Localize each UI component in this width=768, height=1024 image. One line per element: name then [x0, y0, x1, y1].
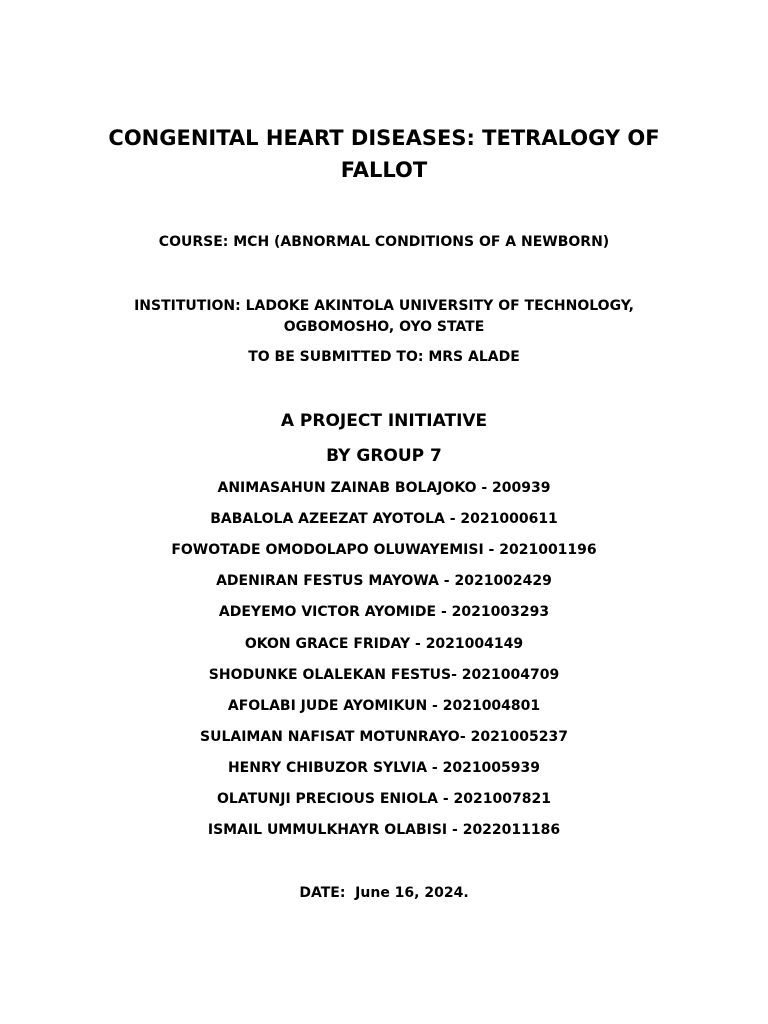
- date-line: DATE: June 16, 2024.: [299, 885, 469, 901]
- member-line: SULAIMAN NAFISAT MOTUNRAYO- 2021005237: [200, 729, 568, 745]
- member-line: ISMAIL UMMULKHAYR OLABISI - 2022011186: [207, 822, 561, 838]
- member-line: HENRY CHIBUZOR SYLVIA - 2021005939: [227, 760, 541, 776]
- member-line: ADEYEMO VICTOR AYOMIDE - 2021003293: [218, 604, 550, 620]
- member-line: FOWOTADE OMODOLAPO OLUWAYEMISI - 2021001196: [171, 542, 597, 558]
- member-line: AFOLABI JUDE AYOMIKUN - 2021004801: [227, 698, 541, 714]
- member-line: ANIMASAHUN ZAINAB BOLAJOKO - 200939: [217, 480, 551, 496]
- member-line: ADENIRAN FESTUS MAYOWA - 2021002429: [216, 573, 552, 589]
- course-line: COURSE: MCH (ABNORMAL CONDITIONS OF A NEWBORN): [158, 234, 610, 250]
- member-line: SHODUNKE OLALEKAN FESTUS- 2021004709: [208, 667, 560, 683]
- institution-line: INSTITUTION: LADOKE AKINTOLA UNIVERSITY OF TECHNOLOGY, OGBOMOSHO, OYO STATE: [134, 298, 634, 335]
- member-line: OLATUNJI PRECIOUS ENIOLA - 2021007821: [217, 791, 551, 807]
- submitted-to-line: TO BE SUBMITTED TO: MRS ALADE: [248, 349, 520, 365]
- group-heading: BY GROUP 7: [326, 446, 442, 466]
- member-line: OKON GRACE FRIDAY - 2021004149: [244, 636, 524, 652]
- document-title: CONGENITAL HEART DISEASES: TETRALOGY OF FALLOT: [108, 126, 660, 182]
- project-initiative-heading: A PROJECT INITIATIVE: [280, 411, 488, 431]
- member-line: BABALOLA AZEEZAT AYOTOLA - 2021000611: [210, 511, 558, 527]
